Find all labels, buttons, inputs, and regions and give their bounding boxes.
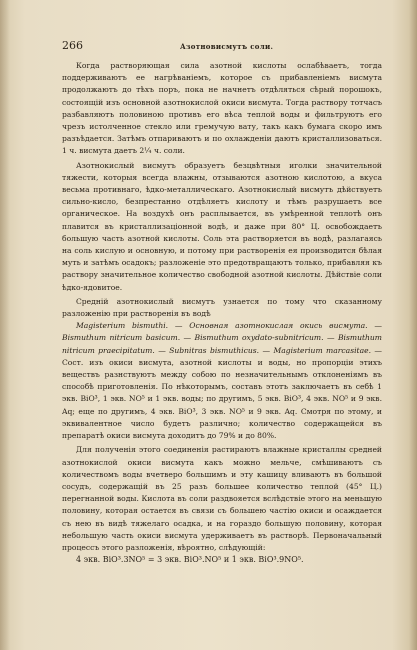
chemical-formula: 4 экв. BiO³.3NO⁵ = 3 экв. BiO³.NO⁵ и 1 экв. BiO³.9NO⁵. xyxy=(76,555,304,565)
paragraph: Средній азотнокислый висмутъ узнается по тому что сказанному разложенію при растворенія въ водѣ xyxy=(62,296,382,319)
page-number: 266 xyxy=(62,39,83,52)
paragraph: Когда растворяющая сила азотной кислоты ослабѣваетъ, тогда поддерживаютъ ее нагрѣваніемъ, которое съ прибавленіемъ висмута продолжаютъ до тѣхъ поръ, пока не начнетъ отдѣляться сѣрый порошокъ, состоящій изъ основной азотнокислой окиси висмута. Тогда раствору тотчасъ разбавляютъ половиною противъ его вѣса теплой воды и фильтруютъ его чрезъ истолченное стекло или гремучую вату, такъ какъ бумага скоро имъ разъѣдается. Затѣмъ отпариваютъ и по охлажденіи даютъ кристаллизоваться. 1 ч. висмута даетъ 2¼ ч. соли. xyxy=(62,61,382,156)
latin-name: Bismuthum nitricum basicum. xyxy=(62,333,181,343)
page-left-shadow xyxy=(0,0,10,650)
paragraph: Азотнокислый висмутъ образуетъ безцвѣтныя иголки значительной тяжести, которыя всегда влажны, отзываются азотною кислотою, а вкуса весьма противнаго, ѣдко-металлическаго. Азотнокислый висмутъ дѣйствуетъ сильно-кисло, безпрестанно отдѣляетъ кислоту и тѣмъ разрушаетъ все органическое. На воздухѣ онъ расплывается, въ умѣренной теплотѣ онъ плавится въ кристаллизаціонной водѣ, и даже при 80° Ц. освобождаетъ большую часть азотной кислоты. Соль эта растворяется въ водѣ, разлагаясь на соль кислую и основную, и потому при растворенія ея производится бѣлая муть и затѣмъ осадокъ; разложеніе это предотвращаютъ только, прибавляя къ раствору значительное количество свободной азотной кислоты. Дѣйствіе соли ѣдко-ядовитое. xyxy=(62,160,382,292)
page-right-shadow xyxy=(409,0,417,650)
latin-name: Bismuthum nitricum praecipitatum. xyxy=(62,333,382,355)
page-body xyxy=(62,60,382,566)
dash: — xyxy=(168,321,190,331)
latin-names-paragraph xyxy=(62,320,382,442)
latin-name: Magisterium marcasitae. xyxy=(273,345,372,355)
latin-name: Magisterium bismuthi. xyxy=(76,321,169,331)
dash: — xyxy=(154,345,170,355)
dash: — xyxy=(323,333,338,343)
latin-name: Subnitras bismuthicus. xyxy=(169,345,260,355)
latin-name: Bismuthum oxydato-subnitricum. xyxy=(194,333,324,343)
dash: — xyxy=(367,321,382,331)
latin-name: Основная азотнокислая окись висмута. xyxy=(189,321,368,331)
dash: — xyxy=(259,345,274,355)
dash: — xyxy=(180,333,195,343)
running-head: Азотновисмутъ соли. xyxy=(180,42,274,51)
paragraph: Для полученія этого соединенія растираютъ влажные кристаллы средней азотнокислой окиси висмута какъ можно мельче, смѣшиваютъ съ количествомъ воды вчетверо большимъ и эту кашицу вливаютъ въ большой сосудъ, содержащій въ 25 разъ большее количество теплой (45° Ц.) перегнанной воды. Кислота въ соли раздвояется вслѣдствіе этого на меньшую половину, которая остается въ связи съ большею частію окиси и осаждается съ нею въ видѣ тяжелаго осадка, и на гораздо большую половину, которая небольшую часть окиси висмута удерживаетъ въ растворѣ. Первоначальный процессъ этого разложенія, вѣроятно, слѣдующій: xyxy=(62,445,382,552)
composition-text: — Сост. изъ окиси висмута, азотной кислоты и воды, но пропорціи этихъ веществъ разнствуютъ между собою по незначительнымъ отклоненіямъ въ способѣ приготовленія. По нѣкоторымъ, составъ этотъ заключаетъ въ себѣ 1 экв. BiO³, 1 экв. NO⁵ и 1 экв. воды; по другимъ, 5 экв. BiO³, 4 экв. NO⁵ и 9 экв. Aq; еще по другимъ, 4 экв. BiO³, 3 экв. NO⁵ и 9 экв. Aq. Смотря по этому, и эквивалентное число будетъ различно; количество содержащейся въ препаратѣ окиси висмута доходитъ до 79% и до 80%. xyxy=(62,345,383,441)
